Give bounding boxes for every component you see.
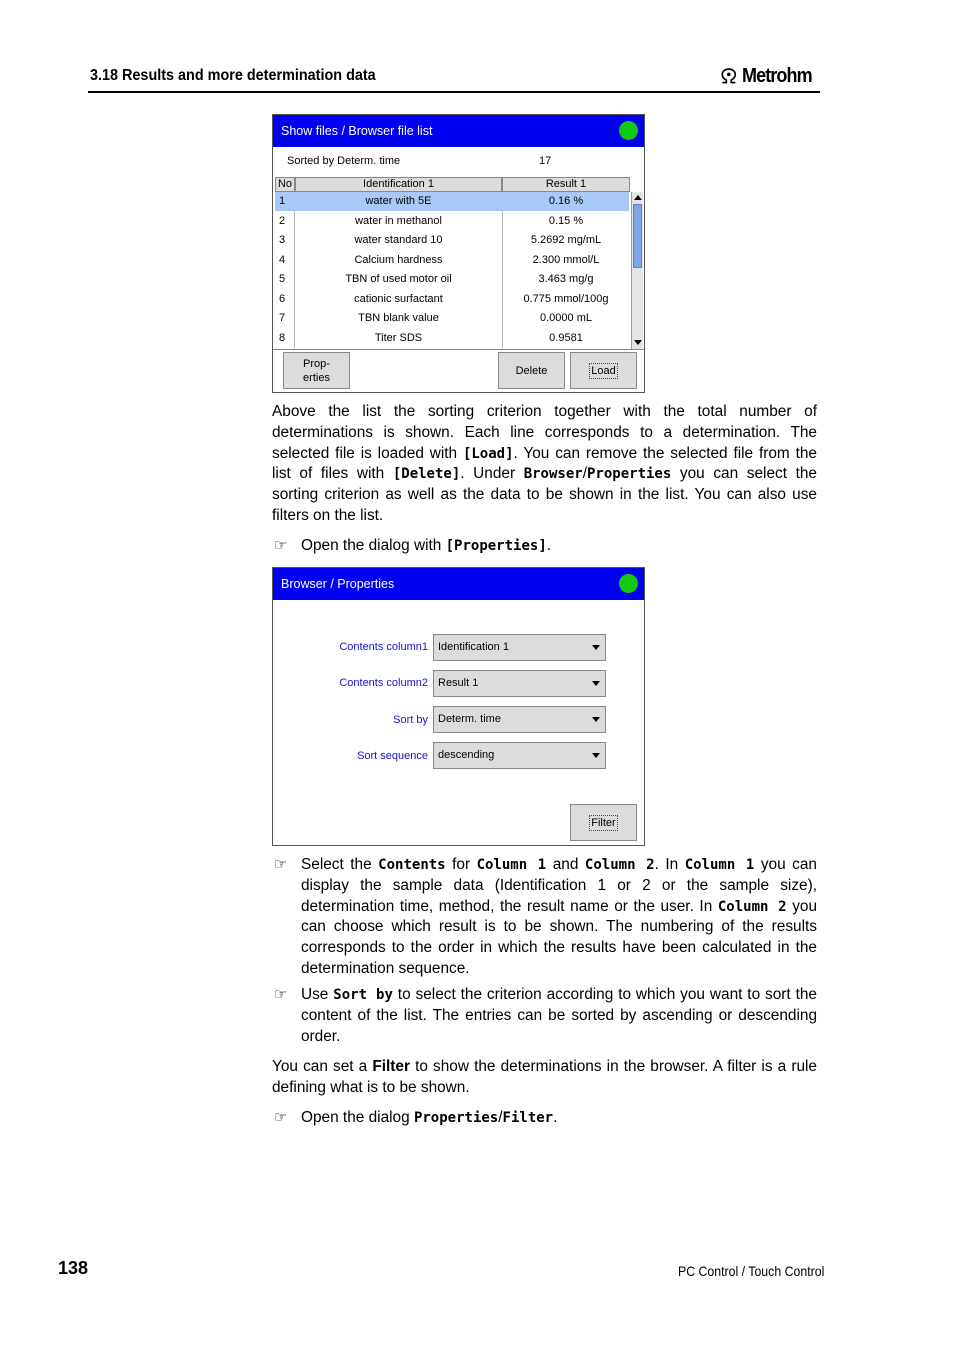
list-scrollbar[interactable] [631,192,643,349]
keyword-column-2: Column 2 [584,857,655,873]
row-identification: Calcium hardness [354,253,443,266]
keyword-column-2: Column 2 [717,898,787,915]
step-open-properties [301,536,817,557]
scroll-thumb[interactable] [633,204,642,268]
properties-window [272,567,645,846]
table-row[interactable] [275,192,629,211]
dropdown-arrow-icon[interactable] [592,645,600,650]
keyword-filter: Filter [502,1110,554,1126]
contents-column1-dropdown[interactable] [433,634,606,661]
text: to select the criterion according to which you want to sort the content of the list. The entries can be sorted by ascending or descending order. [301,986,817,1045]
pointing-hand-icon: ☞ [274,856,288,873]
header-rule [88,91,820,93]
status-led-icon [619,574,638,593]
row-identification: Titer SDS [374,331,423,344]
status-led-icon [619,121,638,140]
file-count: 17 [539,155,552,167]
keyword-properties: Properties [587,466,672,483]
dropdown-value: Result 1 [438,677,479,689]
row-no: 5 [279,273,286,285]
column-header-no[interactable]: No [275,177,295,192]
pointing-hand-icon: ☞ [274,537,288,554]
delete-button-label: Delete [515,364,548,377]
filter-button-label: Filter [591,816,616,829]
table-row[interactable] [275,270,629,289]
label-contents-column1: Contents column1 [339,641,428,653]
metrohm-logo [719,64,819,88]
dropdown-arrow-icon[interactable] [592,753,600,758]
row-result: 0.775 mmol/100g [523,292,609,305]
load-button-label: Load [591,364,616,377]
properties-button[interactable] [283,352,350,389]
text: for [445,856,477,873]
scroll-down-arrow-icon[interactable] [634,340,642,345]
column-header-result[interactable]: Result 1 [502,177,630,192]
text: . You can remove the selected file from the list of files with [272,444,817,483]
step-open-filter [301,1108,817,1129]
page-number: 138 [58,1258,89,1278]
text: You can set a [272,1058,373,1075]
section-title: 3.18 Results and more determination data [90,67,376,84]
row-result: 0.15 % [548,214,584,227]
label-contents-column2: Contents column2 [339,677,428,689]
row-result: 3.463 mg/g [538,273,594,285]
text: . [546,537,552,554]
text: / [498,1109,503,1126]
keyword-load: [Load] [462,445,514,462]
sorted-label: Sorted by Determ. time [287,155,401,167]
table-row[interactable] [275,290,629,309]
keyword-column-1: Column 1 [476,857,547,873]
step-select-contents [301,855,817,980]
keyword-sort-by: Sort by [333,987,393,1003]
row-no: 2 [279,214,286,227]
properties-button-label-2: erties [303,371,330,384]
row-identification: TBN of used motor oil [345,273,452,285]
footer-product: PC Control / Touch Control [678,1263,825,1279]
text: / [582,465,587,483]
filter-button[interactable] [570,804,637,841]
keyword-contents: Contents [378,857,446,873]
omega-logo-icon [719,66,739,86]
intro-paragraph [272,402,817,527]
text: Use [301,986,334,1003]
text: . [553,1109,558,1126]
row-result: 0.0000 mL [540,312,592,324]
column-header-identification[interactable]: Identification 1 [295,177,502,192]
table-row[interactable] [275,309,629,328]
text: . Under [460,465,524,483]
dropdown-arrow-icon[interactable] [592,717,600,722]
row-result: 0.16 % [548,195,584,207]
row-no: 1 [279,195,286,207]
keyword-column-1: Column 1 [684,857,755,873]
sort-by-dropdown[interactable] [433,706,606,733]
text: and [546,856,585,873]
text: Open the dialog with [301,537,446,554]
row-result: 5.2692 mg/mL [530,234,602,246]
table-row[interactable] [275,231,629,250]
brand-name: Metrohm [741,64,812,87]
text: Open the dialog [301,1109,414,1126]
row-identification: cationic surfactant [354,292,443,305]
properties-title: Browser / Properties [281,577,395,591]
text: you can select the sorting criterion as well as the data to be shown in the list. You can also use filters on the list. [272,465,817,524]
keyword-properties: Properties [413,1110,499,1126]
row-no: 3 [279,234,286,246]
row-result: 2.300 mmol/L [532,253,600,266]
row-identification: TBN blank value [358,312,439,324]
file-list-window [272,114,645,393]
row-no: 7 [279,312,286,324]
table-row[interactable] [275,329,629,348]
properties-button-label-1: Prop- [303,357,330,370]
pointing-hand-icon: ☞ [274,1109,288,1126]
row-identification: water standard 10 [354,234,443,246]
dropdown-value: Identification 1 [438,641,509,653]
load-button[interactable] [570,352,637,389]
keyword-delete: [Delete] [392,466,461,483]
dropdown-value: Determ. time [438,713,501,725]
scroll-up-arrow-icon[interactable] [634,195,642,200]
text: to show the determinations in the browser. A filter is a rule defining what is to be shown. [272,1058,817,1096]
table-row[interactable] [275,212,629,231]
file-list-titlebar [273,115,644,147]
pointing-hand-icon: ☞ [274,986,288,1003]
row-no: 4 [279,253,286,266]
table-row[interactable] [275,251,629,270]
row-identification: water with 5E [365,195,432,207]
dropdown-value: descending [438,749,495,761]
file-list-title: Show files / Browser file list [281,124,433,138]
keyword-properties: [Properties] [445,538,547,554]
text: . In [654,856,685,873]
keyword-browser: Browser [523,466,583,483]
text: you can display the sample data (Identification 1 or 2 or the sample size), determination time, method, the result name or the user. In [301,856,817,915]
row-result: 0.9581 [549,331,583,344]
text: Above the list the sorting criterion together with the total number of determinations is shown. Each line corresponds to a determination. The selected file is loaded with [272,403,817,462]
label-sort-sequence: Sort sequence [357,750,428,762]
text: Select the [301,856,379,873]
row-identification: water in methanol [355,214,442,227]
row-no: 8 [279,331,286,344]
sort-sequence-dropdown[interactable] [433,742,606,769]
step-sort-by [301,985,817,1047]
keyword-filter: Filter [372,1058,410,1075]
text: you can choose which result is to be shown. The numbering of the results corresponds to the order in which the results have been calculated in the determination sequence. [301,897,818,977]
contents-column2-dropdown[interactable] [433,670,606,697]
row-no: 6 [279,292,286,305]
dropdown-arrow-icon[interactable] [592,681,600,686]
file-list-table [273,192,633,349]
button-bar-divider [273,349,644,350]
properties-titlebar [273,568,644,600]
label-sort-by: Sort by [393,714,428,726]
delete-button[interactable] [498,352,565,389]
filter-paragraph [272,1057,817,1099]
